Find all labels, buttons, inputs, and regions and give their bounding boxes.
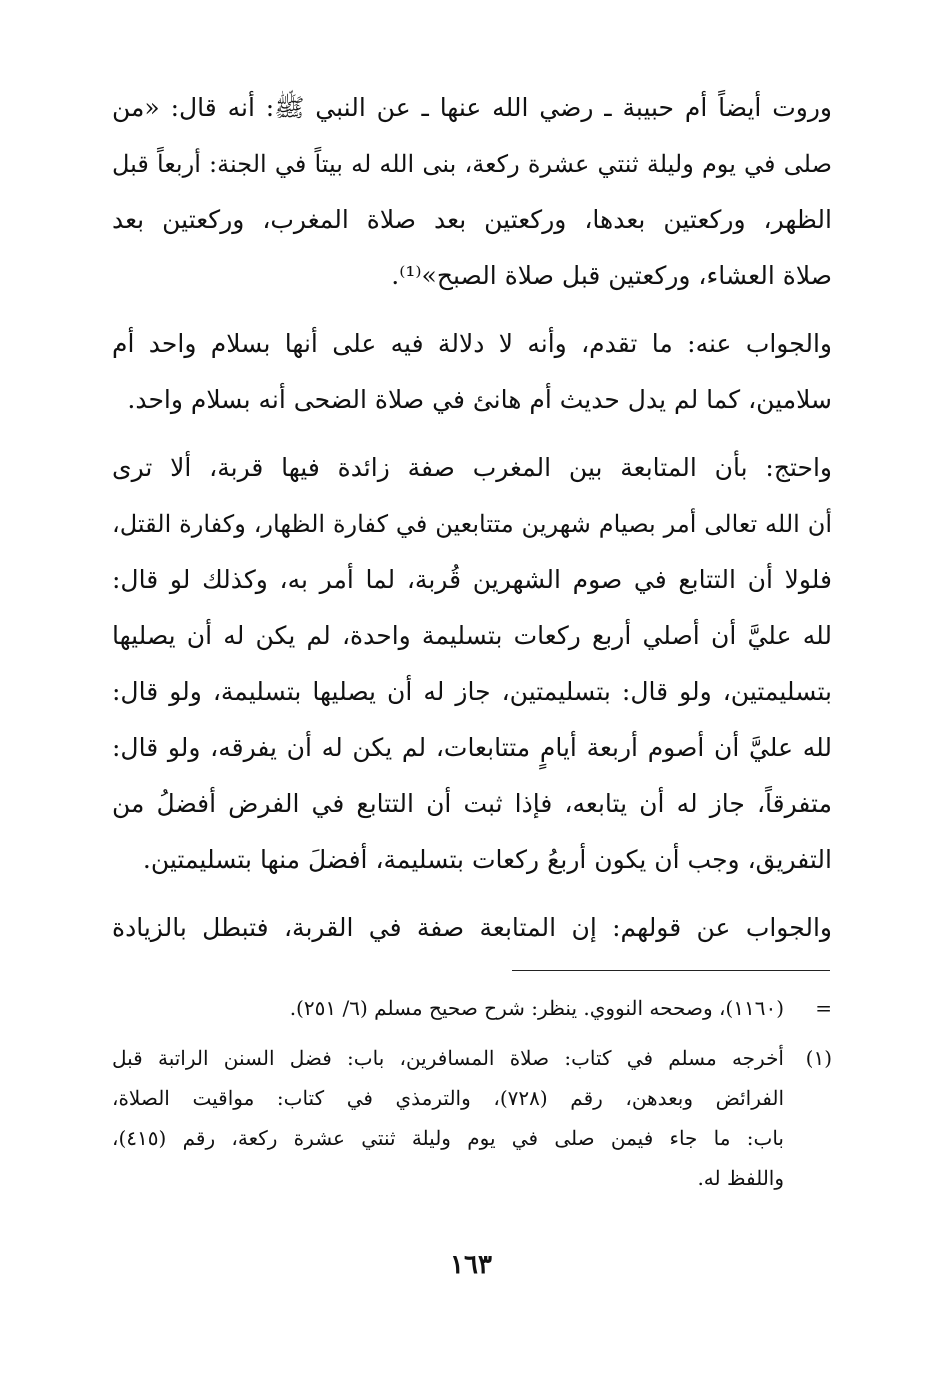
text-line: سلامين، كما لم يدل حديث أم هانئ في صلاة الضحى أنه بسلام واحد.	[127, 385, 832, 414]
footnote-continuation	[112, 988, 832, 1028]
text-line: واحتج: بأن المتابعة بين المغرب صفة زائدة فيها قربة، ألا ترى	[112, 453, 832, 482]
footnote-marker: (١)	[805, 1046, 832, 1070]
main-text	[112, 80, 832, 956]
text-line: صلى في يوم وليلة ثنتي عشرة ركعة، بنى الله له بيتاً في الجنة: أربعاً قبل	[112, 150, 832, 178]
footnote-line: باب: ما جاء فيمن صلى في يوم وليلة ثنتي عشرة ركعة، رقم (٤١٥)،	[112, 1126, 784, 1150]
footnote-line: واللفظ له.	[697, 1166, 784, 1190]
text-line: بتسليمتين، ولو قال: بتسليمتين، جاز له أن يصليها بتسليمة، ولو قال:	[112, 677, 832, 706]
text-line: لله عليَّ أن أصلي أربع ركعات بتسليمة واحدة، لم يكن له أن يصليها	[112, 621, 832, 650]
footnote-line: (١١٦٠)، وصححه النووي. ينظر: شرح صحيح مسلم (٦/ ٢٥١).	[289, 996, 784, 1020]
text-line: أن الله تعالى أمر بصيام شهرين متتابعين في كفارة الظهار، وكفارة القتل،	[112, 510, 832, 538]
text-line: الظهر، وركعتين بعدها، وركعتين بعد صلاة المغرب، وركعتين بعد	[112, 205, 832, 234]
footnote-1	[112, 1038, 832, 1198]
footnote-divider	[512, 970, 830, 971]
page-number: ١٦٣	[450, 1250, 492, 1280]
text-line: والجواب عنه: ما تقدم، وأنه لا دلالة فيه على أنها بسلام واحد أم	[112, 329, 832, 358]
text-line: فلولا أن التتابع في صوم الشهرين قُربة، لما أمر به، وكذلك لو قال:	[112, 565, 832, 594]
footnote-line: الفرائض وبعدهن، رقم (٧٢٨)، والترمذي في كتاب: مواقيت الصلاة،	[112, 1086, 784, 1110]
footnotes	[112, 988, 832, 1198]
text-line: متفرقاً، جاز له أن يتابعه، فإذا ثبت أن التتابع في الفرض أفضلُ من	[112, 789, 832, 818]
text-line: والجواب عن قولهم: إن المتابعة صفة في القربة، فتبطل بالزيادة	[112, 913, 832, 942]
text-line: وروت أيضاً أم حبيبة ـ رضي الله عنها ـ عن النبي ﷺ: أنه قال: «من	[112, 93, 832, 122]
footnote-marker: =	[815, 996, 832, 1020]
text-line: لله عليَّ أن أصوم أربعة أيامٍ متتابعات، لم يكن له أن يفرقه، ولو قال:	[112, 733, 832, 762]
footnote-line: أخرجه مسلم في كتاب: صلاة المسافرين، باب: فضل السنن الراتبة قبل	[112, 1046, 784, 1070]
text-line: التفريق، وجب أن يكون أربعُ ركعات بتسليمة، أفضلَ منها بتسليمتين.	[142, 845, 832, 874]
text-line: صلاة العشاء، وركعتين قبل صلاة الصبح»⁽¹⁾.	[391, 261, 832, 290]
